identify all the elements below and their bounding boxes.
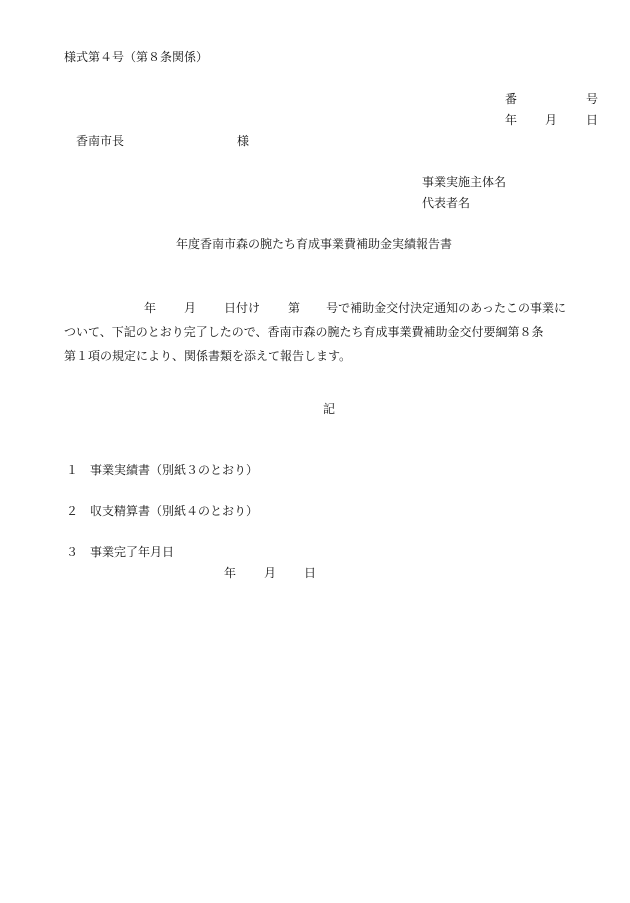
body-line-3: 第１項の規定により、関係書類を添えて報告します。	[64, 349, 352, 363]
body-month-label: 月	[184, 301, 197, 315]
list-item	[66, 462, 258, 478]
item-number: ３	[66, 545, 79, 559]
form-number: 様式第４号（第８条関係）	[64, 50, 209, 64]
applicant-representative-label: 代表者名	[422, 196, 471, 210]
applicant-entity-label: 事業実施主体名	[422, 175, 507, 189]
list-item	[66, 503, 258, 519]
ref-go-label: 号	[586, 92, 599, 106]
completion-month-label: 月	[264, 566, 277, 580]
item-number: ２	[66, 504, 79, 518]
list-item	[66, 544, 174, 560]
body-line-1	[64, 296, 604, 320]
ref-ban-label: 番	[505, 92, 518, 106]
document-title: 年度香南市森の腕たち育成事業費補助金実績報告書	[176, 237, 453, 251]
body-day-label: 日付け	[224, 301, 261, 315]
ki-heading: 記	[323, 402, 336, 416]
addressee-honorific: 様	[237, 134, 250, 148]
body-line-2: ついて、下記のとおり完了したので、香南市森の腕たち育成事業費補助金交付要綱第８条	[64, 325, 544, 339]
date-year-label: 年	[505, 113, 518, 127]
addressee-name: 香南市長	[76, 134, 125, 148]
item-number: １	[66, 463, 79, 477]
date-month-label: 月	[545, 113, 558, 127]
body-line-1-rest: 号で補助金交付決定通知のあったこの事業に	[326, 301, 566, 315]
body-dai-label: 第	[288, 301, 301, 315]
report-body	[64, 296, 604, 368]
item-text: 事業完了年月日	[90, 545, 175, 559]
item-text: 事業実績書（別紙３のとおり）	[90, 463, 259, 477]
date-day-label: 日	[586, 113, 599, 127]
completion-day-label: 日	[304, 566, 317, 580]
completion-year-label: 年	[224, 566, 237, 580]
item-text: 収支精算書（別紙４のとおり）	[90, 504, 259, 518]
body-year-label: 年	[144, 301, 157, 315]
